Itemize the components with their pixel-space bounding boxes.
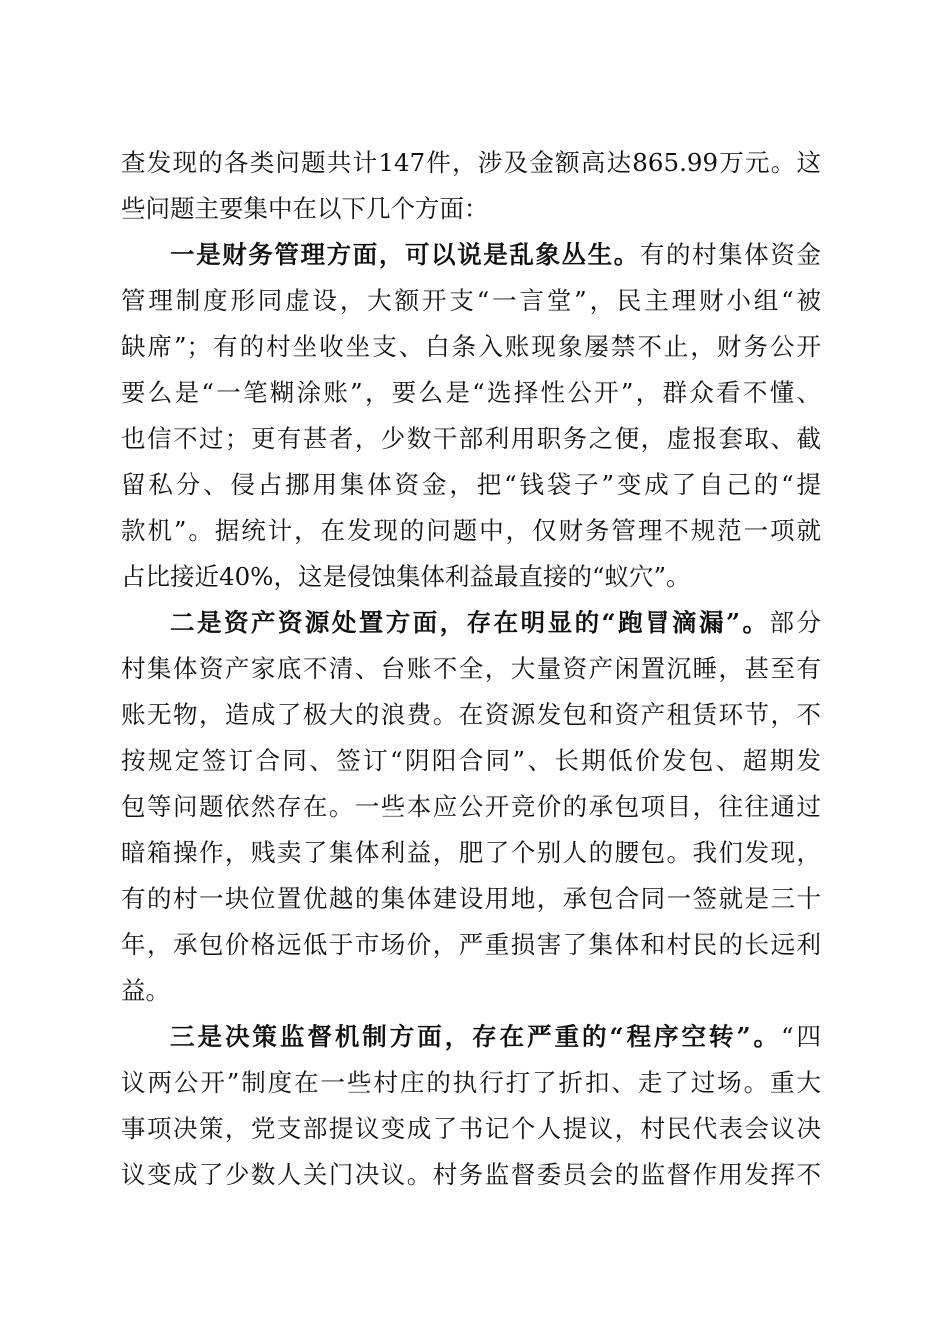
paragraph-first-line xyxy=(121,1014,821,1060)
text-line xyxy=(121,968,821,1014)
line-text: 按规定签订合同、签订“阴阳合同”、长期低价发包、超期发 xyxy=(121,746,821,775)
text-line xyxy=(121,554,821,600)
text-line xyxy=(121,1152,821,1198)
paragraph-first-line xyxy=(121,600,821,646)
line-text: 账无物，造成了极大的浪费。在资源发包和资产租赁环节，不 xyxy=(121,700,821,729)
line-text: 有的村集体资金 xyxy=(639,240,821,269)
text-line xyxy=(121,922,821,968)
line-text: 暗箱操作，贱卖了集体利益，肥了个别人的腰包。我们发现， xyxy=(121,838,821,867)
text-line xyxy=(121,692,821,738)
paragraph-lead: 三是决策监督机制方面，存在严重的“程序空转”。 xyxy=(170,1022,781,1051)
text-line xyxy=(121,508,821,554)
line-text: 缺席”；有的村坐收坐支、白条入账现象屡禁不止，财务公开 xyxy=(121,332,821,361)
text-line xyxy=(121,278,821,324)
text-line xyxy=(121,830,821,876)
line-text: 查发现的各类问题共计147件，涉及金额高达865.99万元。这 xyxy=(121,148,821,177)
text-line xyxy=(121,1106,821,1152)
line-text: 些问题主要集中在以下几个方面： xyxy=(121,194,489,223)
line-text: 事项决策，党支部提议变成了书记个人提议，村民代表会议决 xyxy=(121,1114,821,1143)
line-text: 村集体资产家底不清、台账不全，大量资产闲置沉睡，甚至有 xyxy=(121,654,821,683)
line-text: 也信不过；更有甚者，少数干部利用职务之便，虚报套取、截 xyxy=(121,424,821,453)
text-line xyxy=(121,186,821,232)
paragraph-first-line xyxy=(121,232,821,278)
text-line xyxy=(121,140,821,186)
line-text: 议两公开”制度在一些村庄的执行打了折扣、走了过场。重大 xyxy=(121,1068,821,1097)
text-line xyxy=(121,324,821,370)
text-line xyxy=(121,462,821,508)
line-text: 包等问题依然存在。一些本应公开竞价的承包项目，往往通过 xyxy=(121,792,821,821)
text-line xyxy=(121,738,821,784)
paragraph-lead: 二是资产资源处置方面，存在明显的“跑冒滴漏”。 xyxy=(170,608,770,637)
line-text: 要么是“一笔糊涂账”，要么是“选择性公开”，群众看不懂、 xyxy=(121,378,821,407)
line-text: “四 xyxy=(781,1022,821,1051)
line-text: 有的村一块位置优越的集体建设用地，承包合同一签就是三十 xyxy=(121,884,821,913)
line-text: 部分 xyxy=(769,608,822,637)
line-text: 议变成了少数人关门决议。村务监督委员会的监督作用发挥不 xyxy=(121,1160,821,1189)
text-line xyxy=(121,646,821,692)
text-line xyxy=(121,876,821,922)
text-line xyxy=(121,370,821,416)
line-text: 年，承包价格远低于市场价，严重损害了集体和村民的长远利 xyxy=(121,930,821,959)
line-text: 管理制度形同虚设，大额开支“一言堂”，民主理财小组“被 xyxy=(121,286,821,315)
line-text: 款机”。据统计，在发现的问题中，仅财务管理不规范一项就 xyxy=(121,516,821,545)
line-text: 占比接近40%，这是侵蚀集体利益最直接的“蚁穴”。 xyxy=(121,562,691,591)
text-line xyxy=(121,784,821,830)
paragraph-lead: 一是财务管理方面，可以说是乱象丛生。 xyxy=(170,240,640,269)
line-text: 留私分、侵占挪用集体资金，把“钱袋子”变成了自己的“提 xyxy=(121,470,821,499)
body-text xyxy=(121,140,821,1198)
text-line xyxy=(121,1060,821,1106)
text-line xyxy=(121,416,821,462)
line-text: 益。 xyxy=(121,976,170,1005)
